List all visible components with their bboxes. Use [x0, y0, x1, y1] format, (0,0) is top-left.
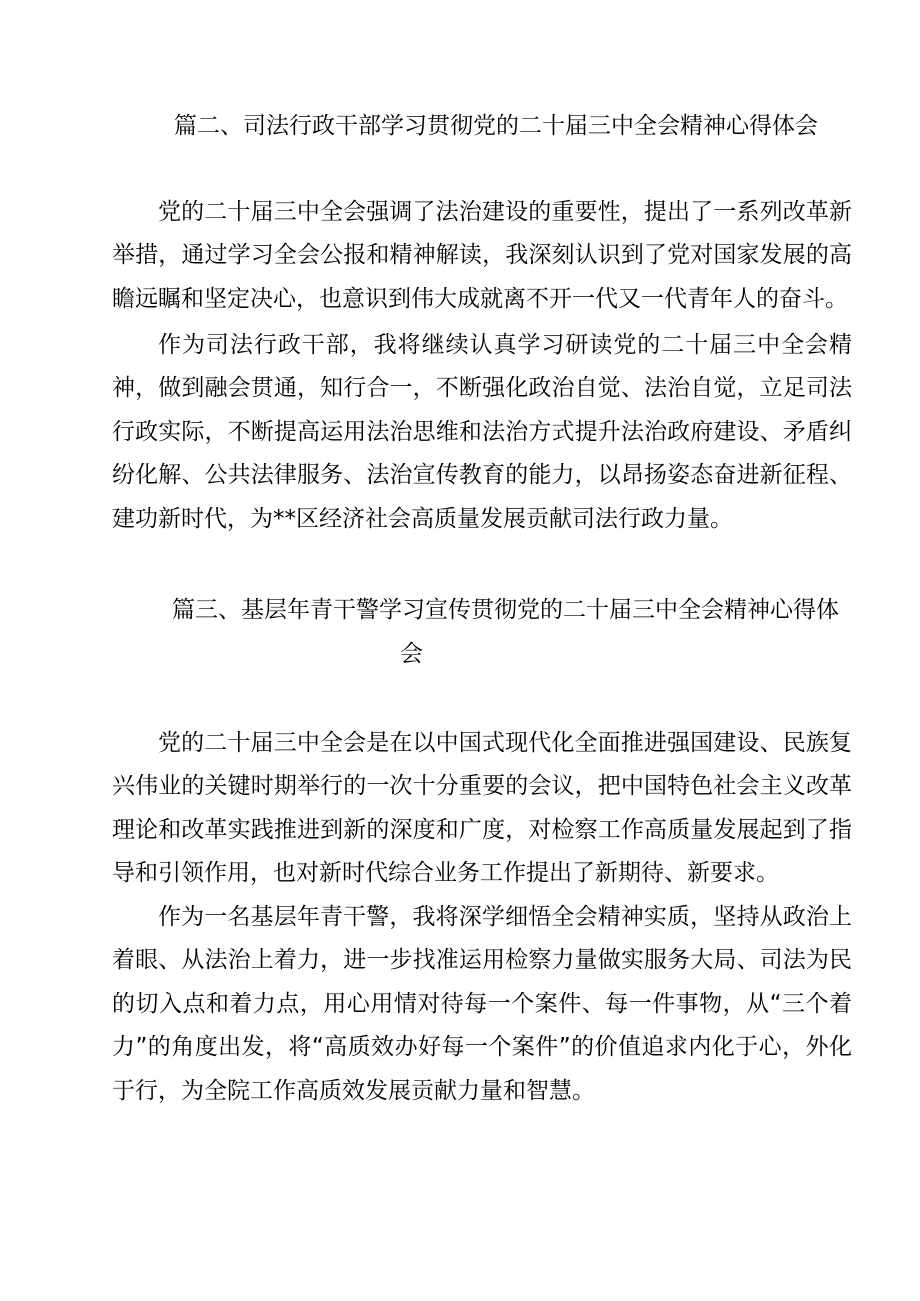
section-2-title: 篇二、司法行政干部学习贯彻党的二十届三中全会精神心得体会	[174, 113, 818, 139]
section-2-paragraph-1: 党的二十届三中全会强调了法治建设的重要性，提出了一系列改革新举措，通过学习全会公报和精神解读，我深刻认识到了党对国家发展的高瞻远瞩和坚定决心，也意识到伟大成就离不开一代又一代青年人的奋斗。	[112, 199, 852, 312]
section-3-title-line-2: 会	[400, 641, 423, 667]
section-3-paragraph-1: 党的二十届三中全会是在以中国式现代化全面推进强国建设、民族复兴伟业的关键时期举行的一次十分重要的会议，把中国特色社会主义改革理论和改革实践推进到新的深度和广度，对检察工作高质量发展起到了指导和引领作用，也对新时代综合业务工作提出了新期待、新要求。	[112, 730, 852, 887]
section-2-paragraph-2: 作为司法行政干部，我将继续认真学习研读党的二十届三中全会精神，做到融会贯通，知行合一，不断强化政治自觉、法治自觉，立足司法行政实际，不断提高运用法治思维和法治方式提升法治政府建设、矛盾纠纷化解、公共法律服务、法治宣传教育的能力，以昂扬姿态奋进新征程、建功新时代，为**区经济社会高质量发展贡献司法行政力量。	[112, 332, 852, 532]
section-3-paragraph-2: 作为一名基层年青干警，我将深学细悟全会精神实质，坚持从政治上着眼、从法治上着力，进一步找准运用检察力量做实服务大局、司法为民的切入点和着力点，用心用情对待每一个案件、每一件事物，从“三个着力”的角度出发，将“高质效办好每一个案件”的价值追求内化于心，外化于行，为全院工作高质效发展贡献力量和智慧。	[112, 904, 852, 1104]
section-3-title-line-1: 篇三、基层年青干警学习宣传贯彻党的二十届三中全会精神心得体	[172, 597, 839, 623]
